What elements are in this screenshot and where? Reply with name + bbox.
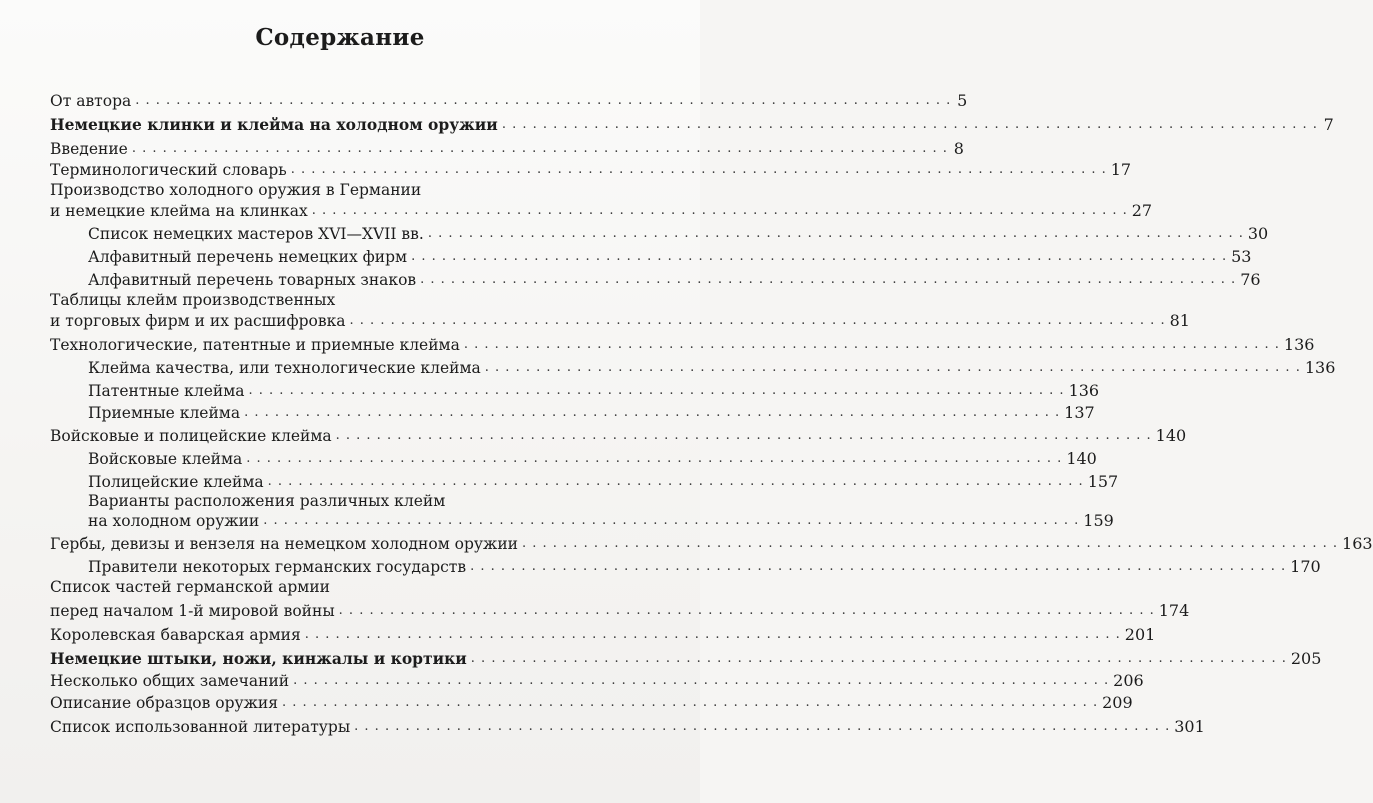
dot-leader: . . . . . . . . . . . . . . . . . . . . . . . . . . . . . . . . . . . . . . . . . . . . . . . . . . . . . . . . . . . . . . . . . . . . . . . . . . . . . . . . <box>470 559 1287 574</box>
toc-entry-page: 30 <box>1247 224 1269 243</box>
toc-entry-page: 206 <box>1113 671 1144 690</box>
toc-entry[interactable] <box>88 356 1336 378</box>
toc-entry[interactable] <box>50 424 1187 446</box>
toc-entry-title: Гербы, девизы и вензеля на немецком холодном оружии <box>50 535 518 553</box>
toc-entry[interactable] <box>50 715 1205 737</box>
toc-entry-page: 209 <box>1102 693 1133 712</box>
toc-entry[interactable] <box>50 599 1190 621</box>
toc-entry-first-line: Таблицы клейм производственных <box>50 291 336 309</box>
toc-entry-page: 81 <box>1169 311 1190 330</box>
toc-entry[interactable] <box>50 89 968 111</box>
dot-leader: . . . . . . . . . . . . . . . . . . . . . . . . . . . . . . . . . . . . . . . . . . . . . . . . . . . . . . . . . . . . . . . . . . . . . . . . . . . . . . . . <box>304 627 1121 642</box>
toc-entry[interactable] <box>50 647 1322 669</box>
toc-entry[interactable] <box>88 222 1269 244</box>
toc-entry-title: Клейма качества, или технологические клейма <box>88 359 481 377</box>
toc-entry-page: 5 <box>957 91 968 110</box>
toc-entry[interactable] <box>88 245 1252 267</box>
toc-entry-page: 17 <box>1110 160 1132 179</box>
dot-leader: . . . . . . . . . . . . . . . . . . . . . . . . . . . . . . . . . . . . . . . . . . . . . . . . . . . . . . . . . . . . . . . . . . . . . . . . . . . . . . . . <box>470 651 1287 666</box>
dot-leader: . . . . . . . . . . . . . . . . . . . . . . . . . . . . . . . . . . . . . . . . . . . . . . . . . . . . . . . . . . . . . . . . . . . . . . . . . . . . . . . . <box>420 272 1237 287</box>
toc-entry[interactable] <box>50 199 1153 221</box>
dot-leader: . . . . . . . . . . . . . . . . . . . . . . . . . . . . . . . . . . . . . . . . . . . . . . . . . . . . . . . . . . . . . . . . . . . . . . . . . . . . . . . . <box>282 695 1099 710</box>
toc-entry-title: Введение <box>50 140 128 158</box>
toc-entry-title: Приемные клейма <box>88 404 241 422</box>
toc-entry-title: Войсковые клейма <box>88 450 243 468</box>
toc-entry-title: Терминологический словарь <box>50 161 287 179</box>
toc-entry-page: 170 <box>1290 557 1321 576</box>
toc-entry-page: 174 <box>1158 601 1190 620</box>
toc-entry-page: 53 <box>1231 247 1252 266</box>
dot-leader: . . . . . . . . . . . . . . . . . . . . . . . . . . . . . . . . . . . . . . . . . . . . . . . . . . . . . . . . . . . . . . . . . . . . . . . . . . . . . . . . <box>338 603 1155 618</box>
toc-entry-title: Правители некоторых германских государств <box>88 558 467 576</box>
toc-entry-title: Немецкие штыки, ножи, кинжалы и кортики <box>50 649 467 668</box>
dot-leader: . . . . . . . . . . . . . . . . . . . . . . . . . . . . . . . . . . . . . . . . . . . . . . . . . . . . . . . . . . . . . . . . . . . . . . . . . . . . . . . . <box>484 360 1301 375</box>
toc-entry-first-line: Производство холодного оружия в Германии <box>50 181 422 199</box>
toc-entry[interactable] <box>88 555 1321 577</box>
toc-entry-page: 27 <box>1131 201 1153 220</box>
dot-leader: . . . . . . . . . . . . . . . . . . . . . . . . . . . . . . . . . . . . . . . . . . . . . . . . . . . . . . . . . . . . . . . . . . . . . . . . . . . . . . . . <box>501 117 1318 132</box>
toc-entry-title: и торговых фирм и их расшифровка <box>50 312 346 330</box>
toc-entry-first-line: Варианты расположения различных клейм <box>88 492 446 510</box>
toc-entry-page: 8 <box>953 139 964 158</box>
toc-entry[interactable] <box>50 309 1190 331</box>
dot-leader: . . . . . . . . . . . . . . . . . . . . . . . . . . . . . . . . . . . . . . . . . . . . . . . . . . . . . . . . . . . . . . . . . . . . . . . . . . . . . . . . <box>521 536 1339 551</box>
toc-entry-page: 163 <box>1342 534 1373 553</box>
dot-leader: . . . . . . . . . . . . . . . . . . . . . . . . . . . . . . . . . . . . . . . . . . . . . . . . . . . . . . . . . . . . . . . . . . . . . . . . . . . . . . . . <box>427 226 1244 241</box>
toc-entry[interactable] <box>88 447 1097 469</box>
dot-leader: . . . . . . . . . . . . . . . . . . . . . . . . . . . . . . . . . . . . . . . . . . . . . . . . . . . . . . . . . . . . . . . . . . . . . . . . . . . . . . . . <box>267 474 1084 489</box>
toc-entry-title: Список использованной литературы <box>50 718 351 736</box>
toc-entry-page: 137 <box>1064 403 1095 422</box>
dot-leader: . . . . . . . . . . . . . . . . . . . . . . . . . . . . . . . . . . . . . . . . . . . . . . . . . . . . . . . . . . . . . . . . . . . . . . . . . . . . . . . . <box>411 249 1228 264</box>
toc-entry-title: Войсковые и полицейские клейма <box>50 427 332 445</box>
toc-entry[interactable] <box>88 509 1114 531</box>
toc-entry[interactable] <box>50 623 1156 645</box>
dot-leader: . . . . . . . . . . . . . . . . . . . . . . . . . . . . . . . . . . . . . . . . . . . . . . . . . . . . . . . . . . . . . . . . . . . . . . . . . . . . . . . . <box>290 162 1107 177</box>
dot-leader: . . . . . . . . . . . . . . . . . . . . . . . . . . . . . . . . . . . . . . . . . . . . . . . . . . . . . . . . . . . . . . . . . . . . . . . . . . . . . . . . <box>335 428 1152 443</box>
toc-entry-page: 7 <box>1323 115 1334 134</box>
toc-entry-title: Список немецких мастеров XVI—XVII вв. <box>88 225 424 243</box>
toc-entry-page: 136 <box>1068 381 1100 400</box>
toc-entry[interactable] <box>50 137 964 159</box>
toc-entry-title: Технологические, патентные и приемные клейма <box>50 336 460 354</box>
toc-entry-title: Патентные клейма <box>88 382 245 400</box>
dot-leader: . . . . . . . . . . . . . . . . . . . . . . . . . . . . . . . . . . . . . . . . . . . . . . . . . . . . . . . . . . . . . . . . . . . . . . . . . . . . . . . . <box>263 513 1080 528</box>
toc-entry-page: 76 <box>1240 270 1261 289</box>
toc-entry[interactable] <box>50 158 1132 180</box>
toc-entry[interactable] <box>50 333 1315 355</box>
toc-entry-page: 159 <box>1083 511 1114 530</box>
dot-leader: . . . . . . . . . . . . . . . . . . . . . . . . . . . . . . . . . . . . . . . . . . . . . . . . . . . . . . . . . . . . . . . . . . . . . . . . . . . . . . . . <box>349 313 1166 328</box>
toc-entry-title: Алфавитный перечень немецких фирм <box>88 248 408 266</box>
toc-entry-title: на холодном оружии <box>88 512 260 530</box>
toc-entry[interactable] <box>50 691 1133 713</box>
toc-entry-page: 157 <box>1087 472 1119 491</box>
page-title: Содержание <box>255 24 425 51</box>
toc-entry-title: Алфавитный перечень товарных знаков <box>88 271 417 289</box>
dot-leader: . . . . . . . . . . . . . . . . . . . . . . . . . . . . . . . . . . . . . . . . . . . . . . . . . . . . . . . . . . . . . . . . . . . . . . . . . . . . . . . . <box>311 203 1128 218</box>
dot-leader: . . . . . . . . . . . . . . . . . . . . . . . . . . . . . . . . . . . . . . . . . . . . . . . . . . . . . . . . . . . . . . . . . . . . . . . . . . . . . . . . <box>354 719 1171 734</box>
toc-entry-page: 301 <box>1174 717 1205 736</box>
toc-entry-title: перед началом 1-й мировой войны <box>50 602 335 620</box>
toc-entry-page: 140 <box>1066 449 1097 468</box>
toc-entry-first-line: Список частей германской армии <box>50 578 331 596</box>
toc-entry-title: Королевская баварская армия <box>50 626 301 644</box>
toc-entry[interactable] <box>88 268 1261 290</box>
dot-leader: . . . . . . . . . . . . . . . . . . . . . . . . . . . . . . . . . . . . . . . . . . . . . . . . . . . . . . . . . . . . . . . . . . . . . . . . . . . . . . . . <box>463 337 1280 352</box>
toc-entry-page: 201 <box>1124 625 1156 644</box>
dot-leader: . . . . . . . . . . . . . . . . . . . . . . . . . . . . . . . . . . . . . . . . . . . . . . . . . . . . . . . . . . . . . . . . . . . . . . . . . . . . . . . . <box>135 93 952 108</box>
toc-entry[interactable] <box>88 470 1119 492</box>
toc-entry-page: 136 <box>1304 358 1336 377</box>
toc-entry-title: и немецкие клейма на клинках <box>50 202 308 220</box>
toc-entry-title: Несколько общих замечаний <box>50 672 290 690</box>
dot-leader: . . . . . . . . . . . . . . . . . . . . . . . . . . . . . . . . . . . . . . . . . . . . . . . . . . . . . . . . . . . . . . . . . . . . . . . . . . . . . . . . <box>248 383 1065 398</box>
toc-entry[interactable] <box>88 379 1100 401</box>
toc-entry-title: От автора <box>50 92 132 110</box>
toc-entry-page: 140 <box>1155 426 1187 445</box>
toc-entry-title: Немецкие клинки и клейма на холодном оружии <box>50 115 498 134</box>
dot-leader: . . . . . . . . . . . . . . . . . . . . . . . . . . . . . . . . . . . . . . . . . . . . . . . . . . . . . . . . . . . . . . . . . . . . . . . . . . . . . . . . <box>246 451 1063 466</box>
toc-entry[interactable] <box>50 532 1373 554</box>
toc-entry-title: Описание образцов оружия <box>50 694 279 712</box>
dot-leader: . . . . . . . . . . . . . . . . . . . . . . . . . . . . . . . . . . . . . . . . . . . . . . . . . . . . . . . . . . . . . . . . . . . . . . . . . . . . . . . . <box>293 673 1110 688</box>
toc-entry[interactable] <box>50 669 1144 691</box>
toc-entry-title: Полицейские клейма <box>88 473 264 491</box>
toc-entry[interactable] <box>88 401 1095 423</box>
dot-leader: . . . . . . . . . . . . . . . . . . . . . . . . . . . . . . . . . . . . . . . . . . . . . . . . . . . . . . . . . . . . . . . . . . . . . . . . . . . . . . . . <box>244 405 1061 420</box>
dot-leader: . . . . . . . . . . . . . . . . . . . . . . . . . . . . . . . . . . . . . . . . . . . . . . . . . . . . . . . . . . . . . . . . . . . . . . . . . . . . . . . . <box>131 141 948 156</box>
toc-entry[interactable] <box>50 113 1334 135</box>
toc-entry-page: 205 <box>1290 649 1322 668</box>
toc-entry-page: 136 <box>1283 335 1315 354</box>
